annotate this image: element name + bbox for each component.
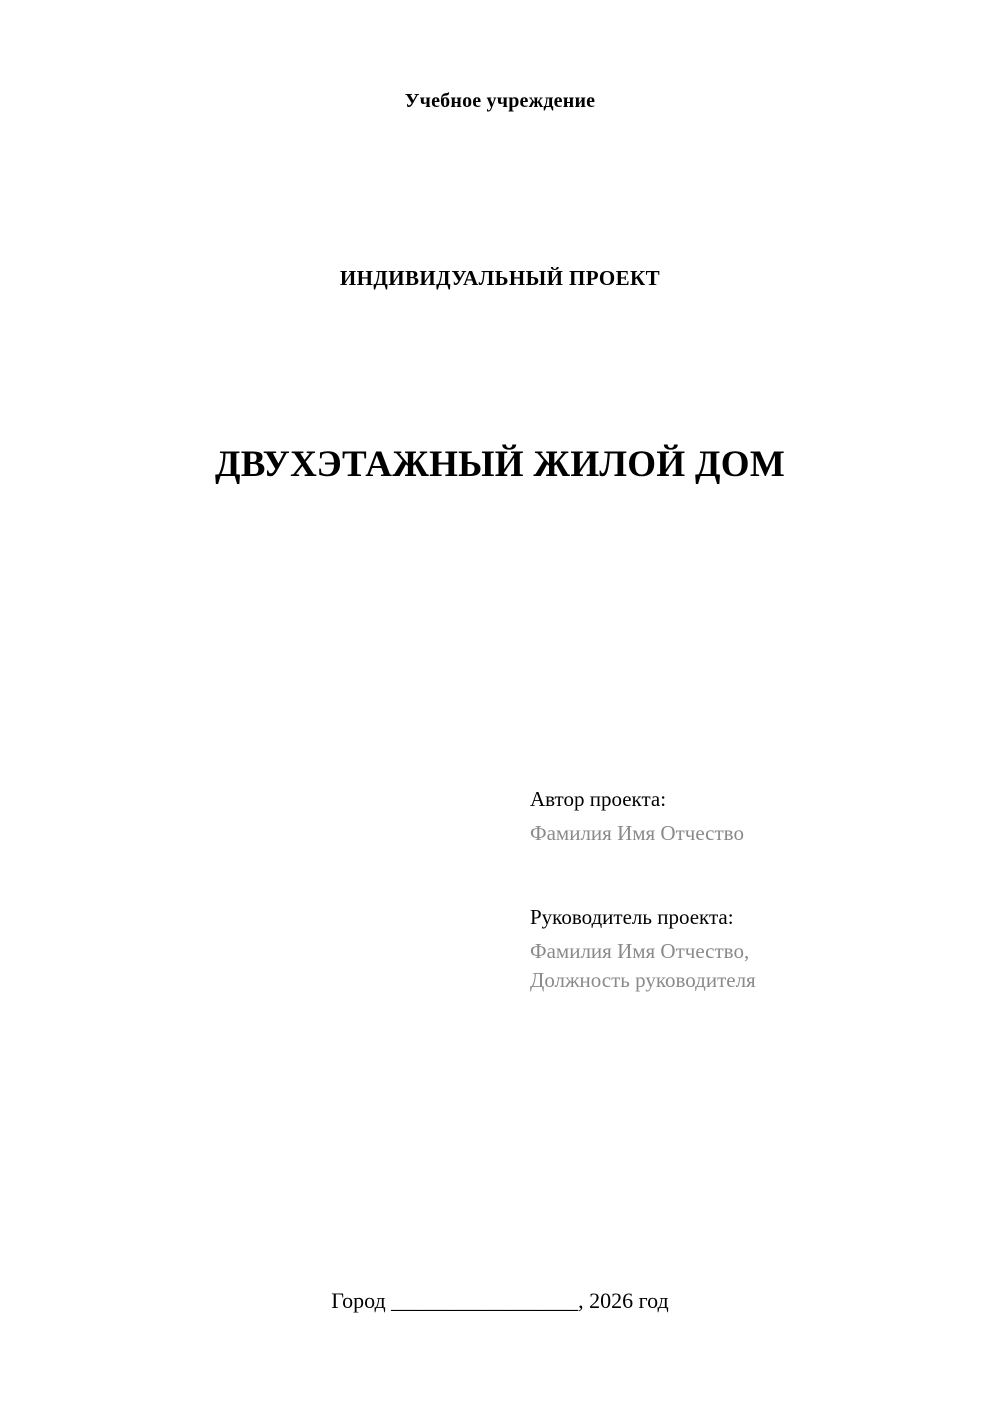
city-year-footer: Город _________________, 2026 год [331, 1288, 669, 1313]
page-title: ДВУХЭТАЖНЫЙ ЖИЛОЙ ДОМ [214, 444, 786, 485]
supervisor-value-line-1: Фамилия Имя Отчество, [530, 939, 750, 964]
supervisor-value-line-2: Должность руководителя [530, 968, 756, 993]
author-value: Фамилия Имя Отчество [530, 821, 744, 846]
credits-spacer [530, 849, 950, 903]
supervisor-label: Руководитель проекта: [530, 904, 734, 929]
credits-block [530, 785, 950, 996]
document-type: ИНДИВИДУАЛЬНЫЙ ПРОЕКТ [339, 266, 661, 290]
author-label: Автор проекта: [530, 787, 667, 811]
institution-name: Учебное учреждение [404, 90, 596, 112]
